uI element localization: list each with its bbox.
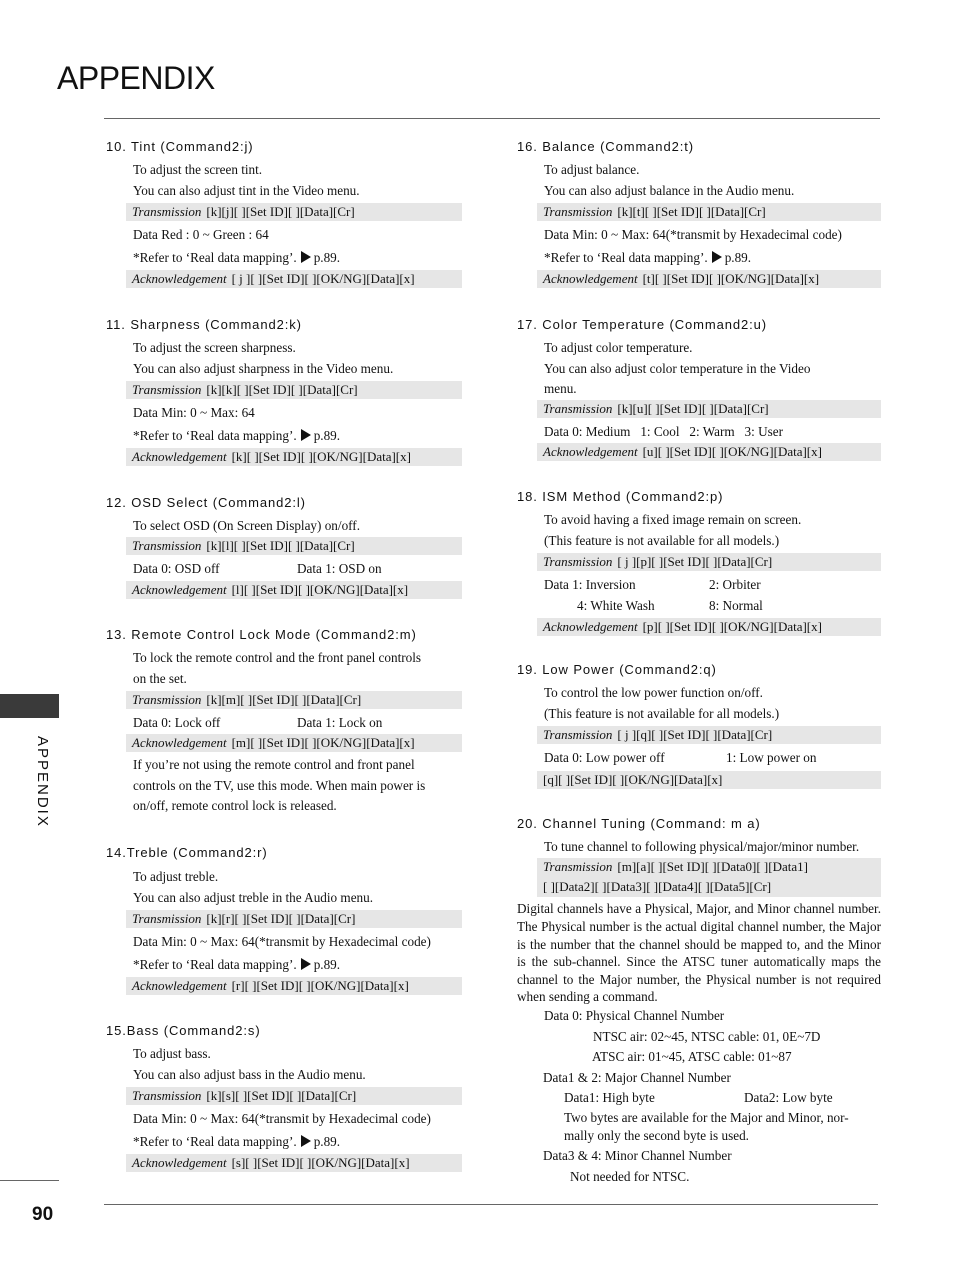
- acknowledgement-box: [126, 270, 462, 288]
- description: To adjust treble.: [133, 869, 219, 884]
- description: (This feature is not available for all models.): [544, 706, 780, 722]
- description: To adjust the screen tint.: [133, 162, 263, 177]
- refer-page: p.89.: [313, 428, 341, 444]
- acknowledgement-code: [p][ ][Set ID][ ][OK/NG][Data][x]: [642, 618, 822, 634]
- description: You can also adjust tint in the Video menu.: [133, 183, 360, 199]
- transmission-label: Transmission: [132, 1087, 202, 1103]
- note-line: Two bytes are available for the Major and Minor, nor-: [564, 1109, 849, 1125]
- description: You can also adjust balance in the Audio menu.: [544, 183, 795, 199]
- transmission-label: Transmission: [543, 400, 613, 416]
- transmission-label: Transmission: [543, 726, 613, 742]
- section-title: 15.Bass (Command2:s): [106, 1023, 261, 1038]
- transmission-box: [126, 537, 462, 555]
- data-value: Data2: Low byte: [744, 1090, 833, 1106]
- transmission-label: Transmission: [543, 553, 613, 569]
- transmission-label: Transmission: [543, 859, 613, 875]
- acknowledgement-code: [q][ ][Set ID][ ][OK/NG][Data][x]: [543, 772, 723, 788]
- page-title: APPENDIX: [57, 60, 215, 96]
- acknowledgement-code: [k][ ][Set ID][ ][OK/NG][Data][x]: [231, 448, 411, 464]
- arrow-right-icon: [301, 429, 311, 441]
- transmission-label: Transmission: [132, 691, 202, 707]
- acknowledgement-label: Acknowledgement: [132, 581, 227, 597]
- transmission-box: [126, 1087, 462, 1105]
- description: To select OSD (On Screen Display) on/off.: [133, 518, 361, 533]
- section-title: 18. ISM Method (Command2:p): [517, 489, 724, 504]
- acknowledgement-label: Acknowledgement: [543, 270, 638, 286]
- data-values: Data 0: Medium 1: Cool 2: Warm 3: User: [544, 423, 783, 439]
- transmission-code: [k][s][ ][Set ID][ ][Data][Cr]: [206, 1087, 357, 1103]
- acknowledgement-label: Acknowledgement: [132, 270, 227, 286]
- refer-page: p.89.: [313, 1134, 341, 1150]
- transmission-code: [k][t][ ][Set ID][ ][Data][Cr]: [617, 203, 766, 219]
- data-value-on: Data 1: Lock on: [297, 714, 383, 730]
- description: You can also adjust treble in the Audio menu.: [133, 890, 374, 906]
- header-rule: [104, 118, 880, 119]
- description: You can also adjust color temperature in the Video: [544, 361, 811, 377]
- note-line: mally only the second byte is used.: [564, 1128, 749, 1144]
- acknowledgement-label: Acknowledgement: [132, 735, 227, 751]
- page-number: 90: [32, 1204, 54, 1225]
- transmission-box: [126, 910, 462, 928]
- refer-note: [106, 1131, 462, 1152]
- data-value-off: Data 0: Low power off: [544, 749, 665, 765]
- acknowledgement-box: [126, 1154, 462, 1172]
- transmission-code: [k][j][ ][Set ID][ ][Data][Cr]: [206, 203, 355, 219]
- data-item: Data1 & 2: Major Channel Number: [543, 1069, 731, 1085]
- acknowledgement-box: [537, 771, 881, 789]
- note-line: on/off, remote control lock is released.: [133, 798, 337, 814]
- footer-rule: [104, 1204, 878, 1205]
- transmission-label: Transmission: [132, 203, 202, 219]
- acknowledgement-box: [126, 977, 462, 995]
- footer-side-rule: [0, 1180, 59, 1181]
- acknowledgement-code: [r][ ][Set ID][ ][OK/NG][Data][x]: [231, 977, 409, 993]
- transmission-code: [k][u][ ][Set ID][ ][Data][Cr]: [617, 400, 769, 416]
- data-value-on: Data 1: OSD on: [297, 561, 382, 577]
- description: You can also adjust bass in the Audio menu.: [133, 1067, 366, 1083]
- arrow-right-icon: [301, 958, 311, 970]
- transmission-code: [k][r][ ][Set ID][ ][Data][Cr]: [206, 910, 356, 926]
- data-item: Data3 & 4: Minor Channel Number: [543, 1147, 732, 1163]
- transmission-box: [537, 726, 881, 744]
- acknowledgement-box: [537, 443, 881, 461]
- description: on the set.: [133, 671, 187, 687]
- section-title: 11. Sharpness (Command2:k): [106, 317, 302, 332]
- acknowledgement-box: [126, 581, 462, 599]
- data-values: [106, 558, 462, 579]
- refer-page: p.89.: [724, 250, 752, 266]
- data-value: Data1: High byte: [564, 1090, 655, 1106]
- data-item: [517, 1088, 881, 1109]
- description: To adjust color temperature.: [544, 340, 693, 355]
- acknowledgement-box: [126, 448, 462, 466]
- section-title: 16. Balance (Command2:t): [517, 139, 694, 154]
- section-title: 20. Channel Tuning (Command: m a): [517, 816, 761, 831]
- data-value: 4: White Wash: [577, 598, 655, 614]
- section-title: 12. OSD Select (Command2:l): [106, 495, 306, 510]
- acknowledgement-box: [126, 734, 462, 752]
- transmission-code-continued: [ ][Data2][ ][Data3][ ][Data4][ ][Data5][Cr]: [543, 879, 772, 895]
- description: To tune channel to following physical/major/minor number.: [544, 839, 860, 854]
- acknowledgement-label: Acknowledgement: [132, 448, 227, 464]
- data-range: Data Red : 0 ~ Green : 64: [133, 226, 269, 242]
- transmission-code: [k][m][ ][Set ID][ ][Data][Cr]: [206, 691, 362, 707]
- arrow-right-icon: [712, 251, 722, 263]
- description: You can also adjust sharpness in the Video menu.: [133, 361, 394, 377]
- transmission-box: [537, 553, 881, 571]
- description: (This feature is not available for all models.): [544, 533, 780, 549]
- arrow-right-icon: [301, 251, 311, 263]
- section-title: 17. Color Temperature (Command2:u): [517, 317, 768, 332]
- data-range: Data Min: 0 ~ Max: 64(*transmit by Hexadecimal code): [133, 933, 431, 949]
- data-value-off: Data 0: OSD off: [133, 561, 220, 577]
- description: To control the low power function on/off.: [544, 685, 763, 700]
- note-line: controls on the TV, use this mode. When main power is: [133, 777, 426, 793]
- transmission-box: [126, 691, 462, 709]
- description: To adjust the screen sharpness.: [133, 340, 296, 355]
- refer-text: *Refer to ‘Real data mapping’.: [544, 250, 708, 266]
- acknowledgement-code: [m][ ][Set ID][ ][OK/NG][Data][x]: [231, 735, 415, 751]
- arrow-right-icon: [301, 1135, 311, 1147]
- transmission-code: [ j ][p][ ][Set ID][ ][Data][Cr]: [617, 553, 773, 569]
- description: To avoid having a fixed image remain on screen.: [544, 512, 802, 527]
- data-value: 2: Orbiter: [709, 576, 761, 592]
- acknowledgement-code: [ j ][ ][Set ID][ ][OK/NG][Data][x]: [231, 270, 415, 286]
- description: To lock the remote control and the front panel controls: [133, 650, 422, 665]
- transmission-box: [537, 203, 881, 221]
- data-item: Not needed for NTSC.: [570, 1168, 690, 1184]
- description: To adjust balance.: [544, 162, 640, 177]
- refer-note: [517, 247, 881, 268]
- refer-text: *Refer to ‘Real data mapping’.: [133, 250, 297, 266]
- acknowledgement-code: [s][ ][Set ID][ ][OK/NG][Data][x]: [231, 1154, 410, 1170]
- refer-note: [106, 954, 462, 975]
- section-title: 13. Remote Control Lock Mode (Command2:m): [106, 627, 417, 642]
- transmission-box: [126, 381, 462, 399]
- acknowledgement-label: Acknowledgement: [132, 977, 227, 993]
- section-title: 14.Treble (Command2:r): [106, 845, 268, 860]
- transmission-code: [k][k][ ][Set ID][ ][Data][Cr]: [206, 381, 358, 397]
- explanation-paragraph: Digital channels have a Physical, Major, and Minor channel number. The Physical number is the actual digital channel number, the Major is the number that the channel should be mapped to, and the Minor is the sub-channel. Since the ATSC tuner automatically maps the channel to the Major number, the Physical number is not required when sending a command.: [517, 901, 881, 1005]
- refer-text: *Refer to ‘Real data mapping’.: [133, 957, 297, 973]
- section-title: 19. Low Power (Command2:q): [517, 662, 717, 677]
- acknowledgement-code: [u][ ][Set ID][ ][OK/NG][Data][x]: [642, 444, 822, 460]
- data-value: Data 1: Inversion: [544, 576, 636, 592]
- refer-note: [106, 425, 462, 446]
- refer-note: [106, 247, 462, 268]
- description: menu.: [544, 380, 577, 396]
- data-value-off: Data 0: Lock off: [133, 714, 221, 730]
- data-item: ATSC air: 01~45, ATSC cable: 01~87: [592, 1049, 792, 1065]
- acknowledgement-label: Acknowledgement: [543, 444, 638, 460]
- transmission-label: Transmission: [132, 910, 202, 926]
- data-range: Data Min: 0 ~ Max: 64(*transmit by Hexadecimal code): [544, 226, 842, 242]
- transmission-box: [537, 858, 881, 897]
- data-values: [517, 574, 881, 595]
- data-value-on: 1: Low power on: [726, 749, 817, 765]
- data-values: [517, 747, 881, 768]
- data-range: Data Min: 0 ~ Max: 64: [133, 404, 255, 420]
- data-value: 8: Normal: [709, 598, 763, 614]
- refer-text: *Refer to ‘Real data mapping’.: [133, 1134, 297, 1150]
- transmission-label: Transmission: [132, 538, 202, 554]
- acknowledgement-label: Acknowledgement: [132, 1154, 227, 1170]
- acknowledgement-box: [537, 618, 881, 636]
- refer-page: p.89.: [313, 957, 341, 973]
- description: To adjust bass.: [133, 1046, 211, 1061]
- acknowledgement-code: [t][ ][Set ID][ ][OK/NG][Data][x]: [642, 270, 820, 286]
- transmission-label: Transmission: [132, 381, 202, 397]
- data-range: Data Min: 0 ~ Max: 64(*transmit by Hexadecimal code): [133, 1110, 431, 1126]
- section-tab-marker: [0, 694, 59, 718]
- acknowledgement-code: [l][ ][Set ID][ ][OK/NG][Data][x]: [231, 581, 409, 597]
- transmission-code: [k][l][ ][Set ID][ ][Data][Cr]: [206, 538, 355, 554]
- refer-text: *Refer to ‘Real data mapping’.: [133, 428, 297, 444]
- transmission-code: [m][a][ ][Set ID][ ][Data0][ ][Data1]: [617, 859, 808, 875]
- acknowledgement-box: [537, 270, 881, 288]
- data-values: [517, 595, 881, 616]
- transmission-label: Transmission: [543, 203, 613, 219]
- transmission-box: [537, 400, 881, 418]
- note-line: If you’re not using the remote control and front panel: [133, 757, 415, 773]
- data-item: Data 0: Physical Channel Number: [544, 1007, 725, 1023]
- transmission-box: [126, 203, 462, 221]
- section-title: 10. Tint (Command2:j): [106, 139, 254, 154]
- transmission-code: [ j ][q][ ][Set ID][ ][Data][Cr]: [617, 726, 773, 742]
- data-item: NTSC air: 02~45, NTSC cable: 01, 0E~7D: [593, 1028, 821, 1044]
- refer-page: p.89.: [313, 250, 341, 266]
- data-values: [106, 712, 462, 733]
- acknowledgement-label: Acknowledgement: [543, 618, 638, 634]
- side-section-label: APPENDIX: [34, 736, 51, 828]
